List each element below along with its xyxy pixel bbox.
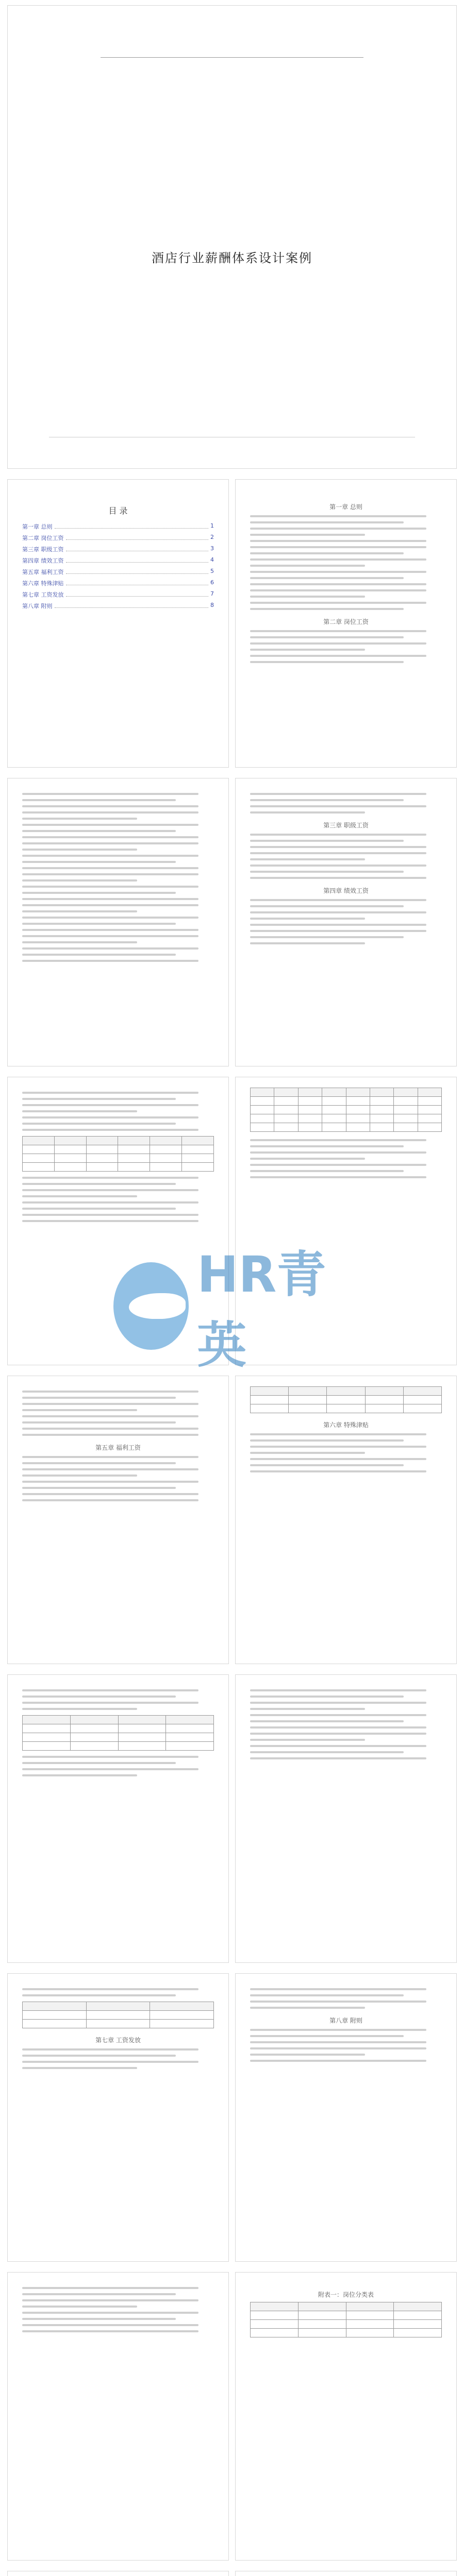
- appendix-table: [250, 2302, 442, 2337]
- toc-item[interactable]: 第七章 工资发放 7: [22, 590, 214, 598]
- data-table: [22, 2002, 214, 2028]
- toc-item[interactable]: 第三章 职级工资 3: [22, 545, 214, 553]
- toc-item[interactable]: 第二章 岗位工资 2: [22, 534, 214, 541]
- appendix-page: [7, 2571, 229, 2576]
- chapter-heading: 第一章 总则: [329, 503, 362, 511]
- top-rule: [101, 57, 363, 58]
- chapter-heading: 第四章 绩效工资: [323, 887, 369, 894]
- data-table: [22, 1136, 214, 1172]
- toc-item[interactable]: 第五章 福利工资 5: [22, 568, 214, 575]
- text-page: [235, 778, 457, 1066]
- chapter-page: [235, 479, 457, 768]
- appendix-page: [235, 2272, 457, 2561]
- chapter-heading: 第八章 附则: [329, 2017, 362, 2024]
- table-page: [235, 1376, 457, 1664]
- data-table: [22, 1715, 214, 1751]
- document-title: 酒店行业薪酬体系设计案例: [152, 251, 312, 265]
- toc-item[interactable]: 第六章 特殊津贴 6: [22, 579, 214, 587]
- toc-item[interactable]: 第八章 附则 8: [22, 602, 214, 609]
- cover-page: [7, 5, 457, 469]
- toc-item[interactable]: 第四章 绩效工资 4: [22, 556, 214, 564]
- watermark-brand: HR青英: [197, 1246, 326, 1374]
- text-page: [7, 1674, 229, 1963]
- appendix-page: [235, 2571, 457, 2576]
- data-table: [250, 1088, 442, 1132]
- toc-item[interactable]: 第一章 总则 1: [22, 522, 214, 530]
- chapter-heading: 第五章 福利工资: [95, 1444, 141, 1451]
- text-page: [235, 1973, 457, 2262]
- toc-page: [7, 479, 229, 768]
- text-page: [7, 1376, 229, 1664]
- table-page: [7, 1973, 229, 2262]
- data-table: [250, 1386, 442, 1413]
- chapter-heading: 第六章 特殊津贴: [323, 1421, 369, 1429]
- chapter-heading: 第二章 岗位工资: [323, 618, 369, 625]
- text-page: [7, 778, 229, 1066]
- appendix-heading: 附表一：岗位分类表: [318, 2291, 374, 2298]
- toc-heading: 目 录: [108, 506, 128, 516]
- bird-logo-icon: [113, 1262, 189, 1350]
- chapter-heading: 第七章 工资发放: [95, 2037, 141, 2044]
- chapter-heading: 第三章 职级工资: [323, 822, 369, 829]
- watermark: [113, 1246, 351, 1374]
- text-page: [235, 1674, 457, 1963]
- text-page: [7, 2272, 229, 2561]
